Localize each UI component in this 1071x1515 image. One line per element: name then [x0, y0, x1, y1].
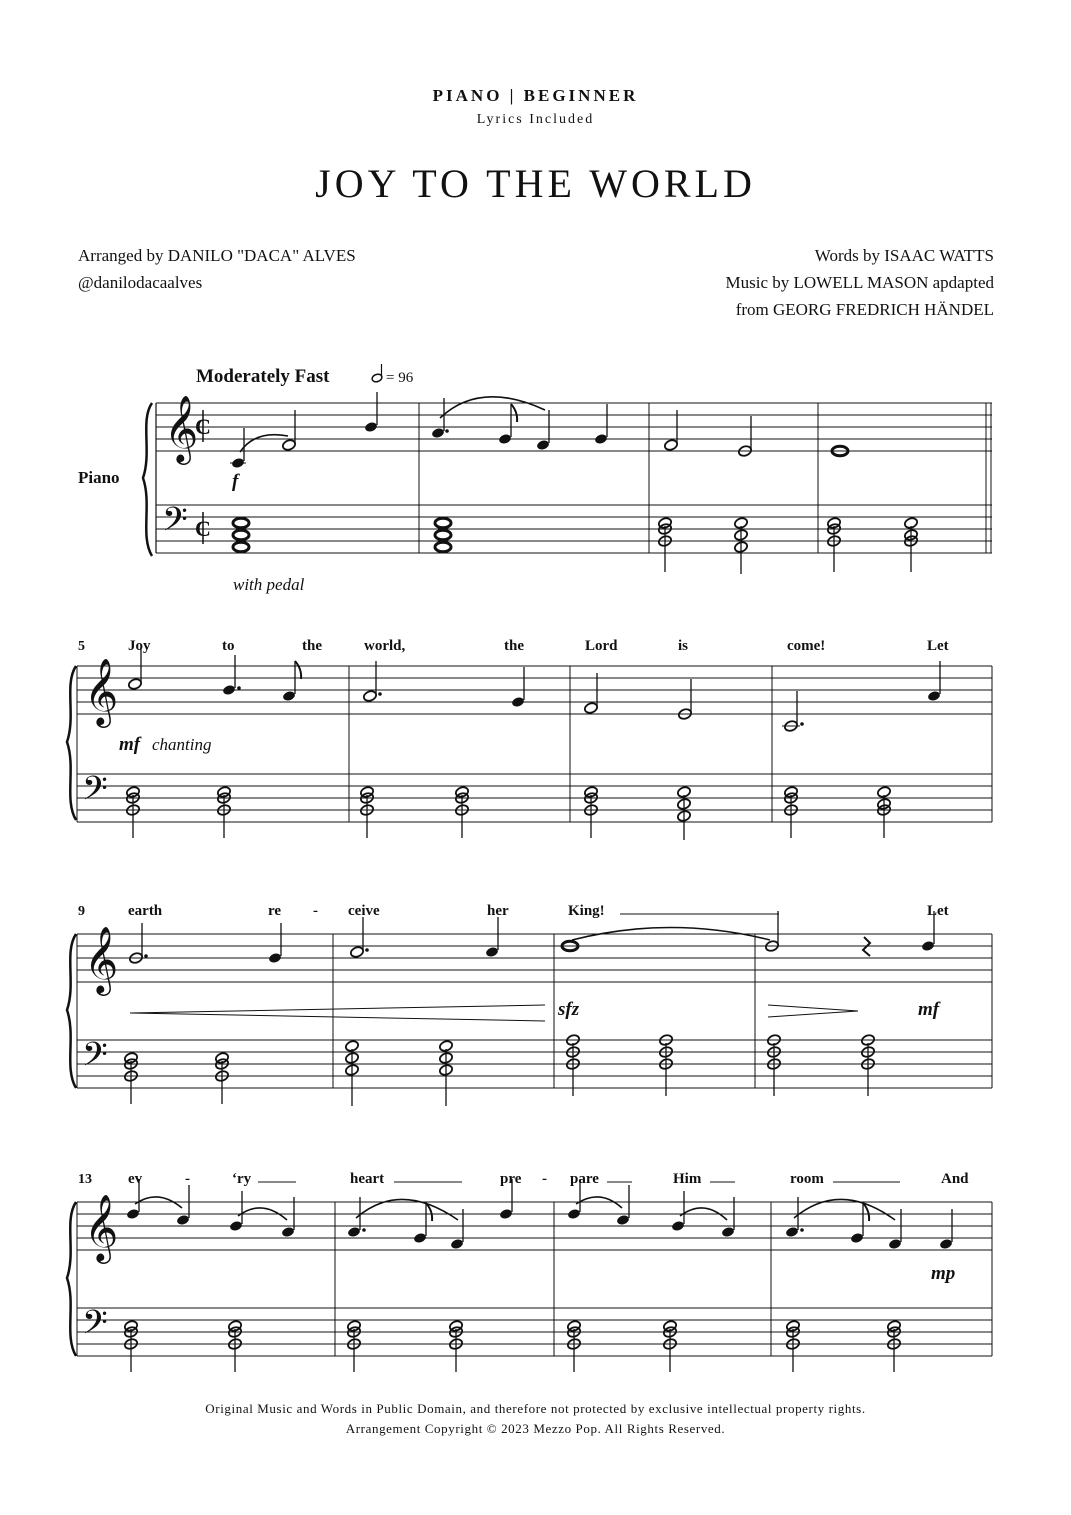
treble-notes: [128, 649, 942, 732]
brace-icon: [143, 403, 152, 556]
svg-text:pre: pre: [500, 1171, 522, 1187]
svg-text:Joy: Joy: [128, 638, 151, 654]
system-4: [67, 1171, 992, 1372]
svg-text:Him: Him: [673, 1171, 702, 1187]
bass-staff: [156, 505, 992, 553]
svg-text:King!: King!: [568, 903, 605, 919]
measure-number: 13: [78, 1172, 92, 1187]
bass-clef-icon: 𝄢: [82, 770, 108, 816]
arranger-handle: @danilodacaalves: [78, 273, 203, 292]
svg-text:ev: ev: [128, 1171, 143, 1187]
bass-clef-icon: 𝄢: [82, 1304, 108, 1350]
measure-number: 5: [78, 639, 85, 654]
treble-staff: [156, 403, 992, 451]
treble-clef-icon: 𝄞: [84, 1193, 119, 1261]
svg-text:-: -: [542, 1171, 547, 1187]
dynamic-mf: mf: [119, 734, 141, 755]
brace-icon: [67, 1202, 76, 1356]
instrument-name: Piano: [78, 468, 120, 487]
svg-text:her: her: [487, 903, 509, 919]
treble-clef-icon: 𝄞: [164, 394, 199, 462]
tempo-value: = 96: [386, 370, 414, 386]
svg-text:And: And: [941, 1171, 969, 1187]
music-credit-line2: from GEORG FREDRICH HÄNDEL: [735, 300, 994, 319]
svg-text:Let: Let: [927, 638, 949, 654]
edition-label: PIANO | BEGINNER: [432, 86, 639, 105]
svg-text:room: room: [790, 1171, 824, 1187]
svg-text:the: the: [504, 638, 524, 654]
bass-chords: [126, 786, 892, 840]
treble-notes: [129, 911, 936, 964]
lyrics-included-label: Lyrics Included: [476, 112, 595, 127]
arrangement-copyright: Arrangement Copyright © 2023 Mezzo Pop. All Rights Reserved.: [345, 1421, 726, 1436]
song-title: JOY TO THE WORLD: [315, 161, 756, 206]
system-2: [67, 638, 992, 840]
svg-text:Lord: Lord: [585, 638, 618, 654]
arranger-name: Arranged by DANILO "DACA" ALVES: [78, 246, 356, 265]
pedal-marking: with pedal: [233, 575, 305, 594]
dynamic-mf: mf: [918, 999, 940, 1020]
music-credit-line1: Music by LOWELL MASON apdapted: [725, 273, 994, 292]
dynamic-mp: mp: [931, 1263, 956, 1284]
svg-text:come!: come!: [787, 638, 826, 654]
svg-text:is: is: [678, 638, 689, 654]
half-note-icon: [371, 364, 383, 383]
crescendo-hairpin: [130, 1005, 545, 1021]
lyrics-line-2: [128, 638, 949, 654]
svg-text:-: -: [313, 903, 318, 919]
decrescendo-hairpin: [768, 1005, 858, 1017]
words-credit: Words by ISAAC WATTS: [814, 246, 994, 265]
bass-chords: [124, 1320, 902, 1372]
expression-text: chanting: [152, 735, 212, 754]
bass-chords: [233, 517, 918, 574]
svg-text:Let: Let: [927, 903, 949, 919]
bass-chords: [124, 1034, 876, 1106]
treble-clef-icon: 𝄞: [84, 925, 119, 993]
measure-number: 9: [78, 904, 85, 919]
lyrics-line-4: [128, 1171, 969, 1187]
common-time-icon: C: [195, 414, 211, 439]
lyrics-line-3: [128, 903, 949, 919]
treble-notes: [126, 1179, 953, 1250]
brace-icon: [67, 666, 76, 820]
svg-text:pare: pare: [570, 1171, 599, 1187]
brace-icon: [67, 934, 76, 1088]
svg-text:heart: heart: [350, 1171, 385, 1187]
dynamic-sfz: sfz: [558, 999, 580, 1020]
dynamic-f: f: [232, 471, 239, 492]
copyright-footer: [0, 1399, 1071, 1439]
svg-text:world,: world,: [364, 638, 406, 654]
bass-clef-icon: 𝄢: [82, 1036, 108, 1082]
svg-text:re: re: [268, 903, 282, 919]
svg-text:earth: earth: [128, 903, 163, 919]
svg-text:ceive: ceive: [348, 903, 380, 919]
treble-notes: [230, 392, 848, 469]
common-time-icon: C: [195, 516, 211, 541]
tempo-marking: Moderately Fast: [196, 366, 330, 387]
svg-text:‘ry: ‘ry: [232, 1171, 252, 1187]
system-1: [78, 364, 992, 594]
svg-text:to: to: [222, 638, 235, 654]
system-3: [67, 903, 992, 1106]
treble-clef-icon: 𝄞: [84, 657, 119, 725]
public-domain-notice: Original Music and Words in Public Domain, and therefore not protected by exclusive intellectual property rights.: [205, 1401, 866, 1416]
svg-text:-: -: [185, 1171, 190, 1187]
bass-clef-icon: 𝄢: [162, 501, 188, 547]
svg-text:the: the: [302, 638, 322, 654]
